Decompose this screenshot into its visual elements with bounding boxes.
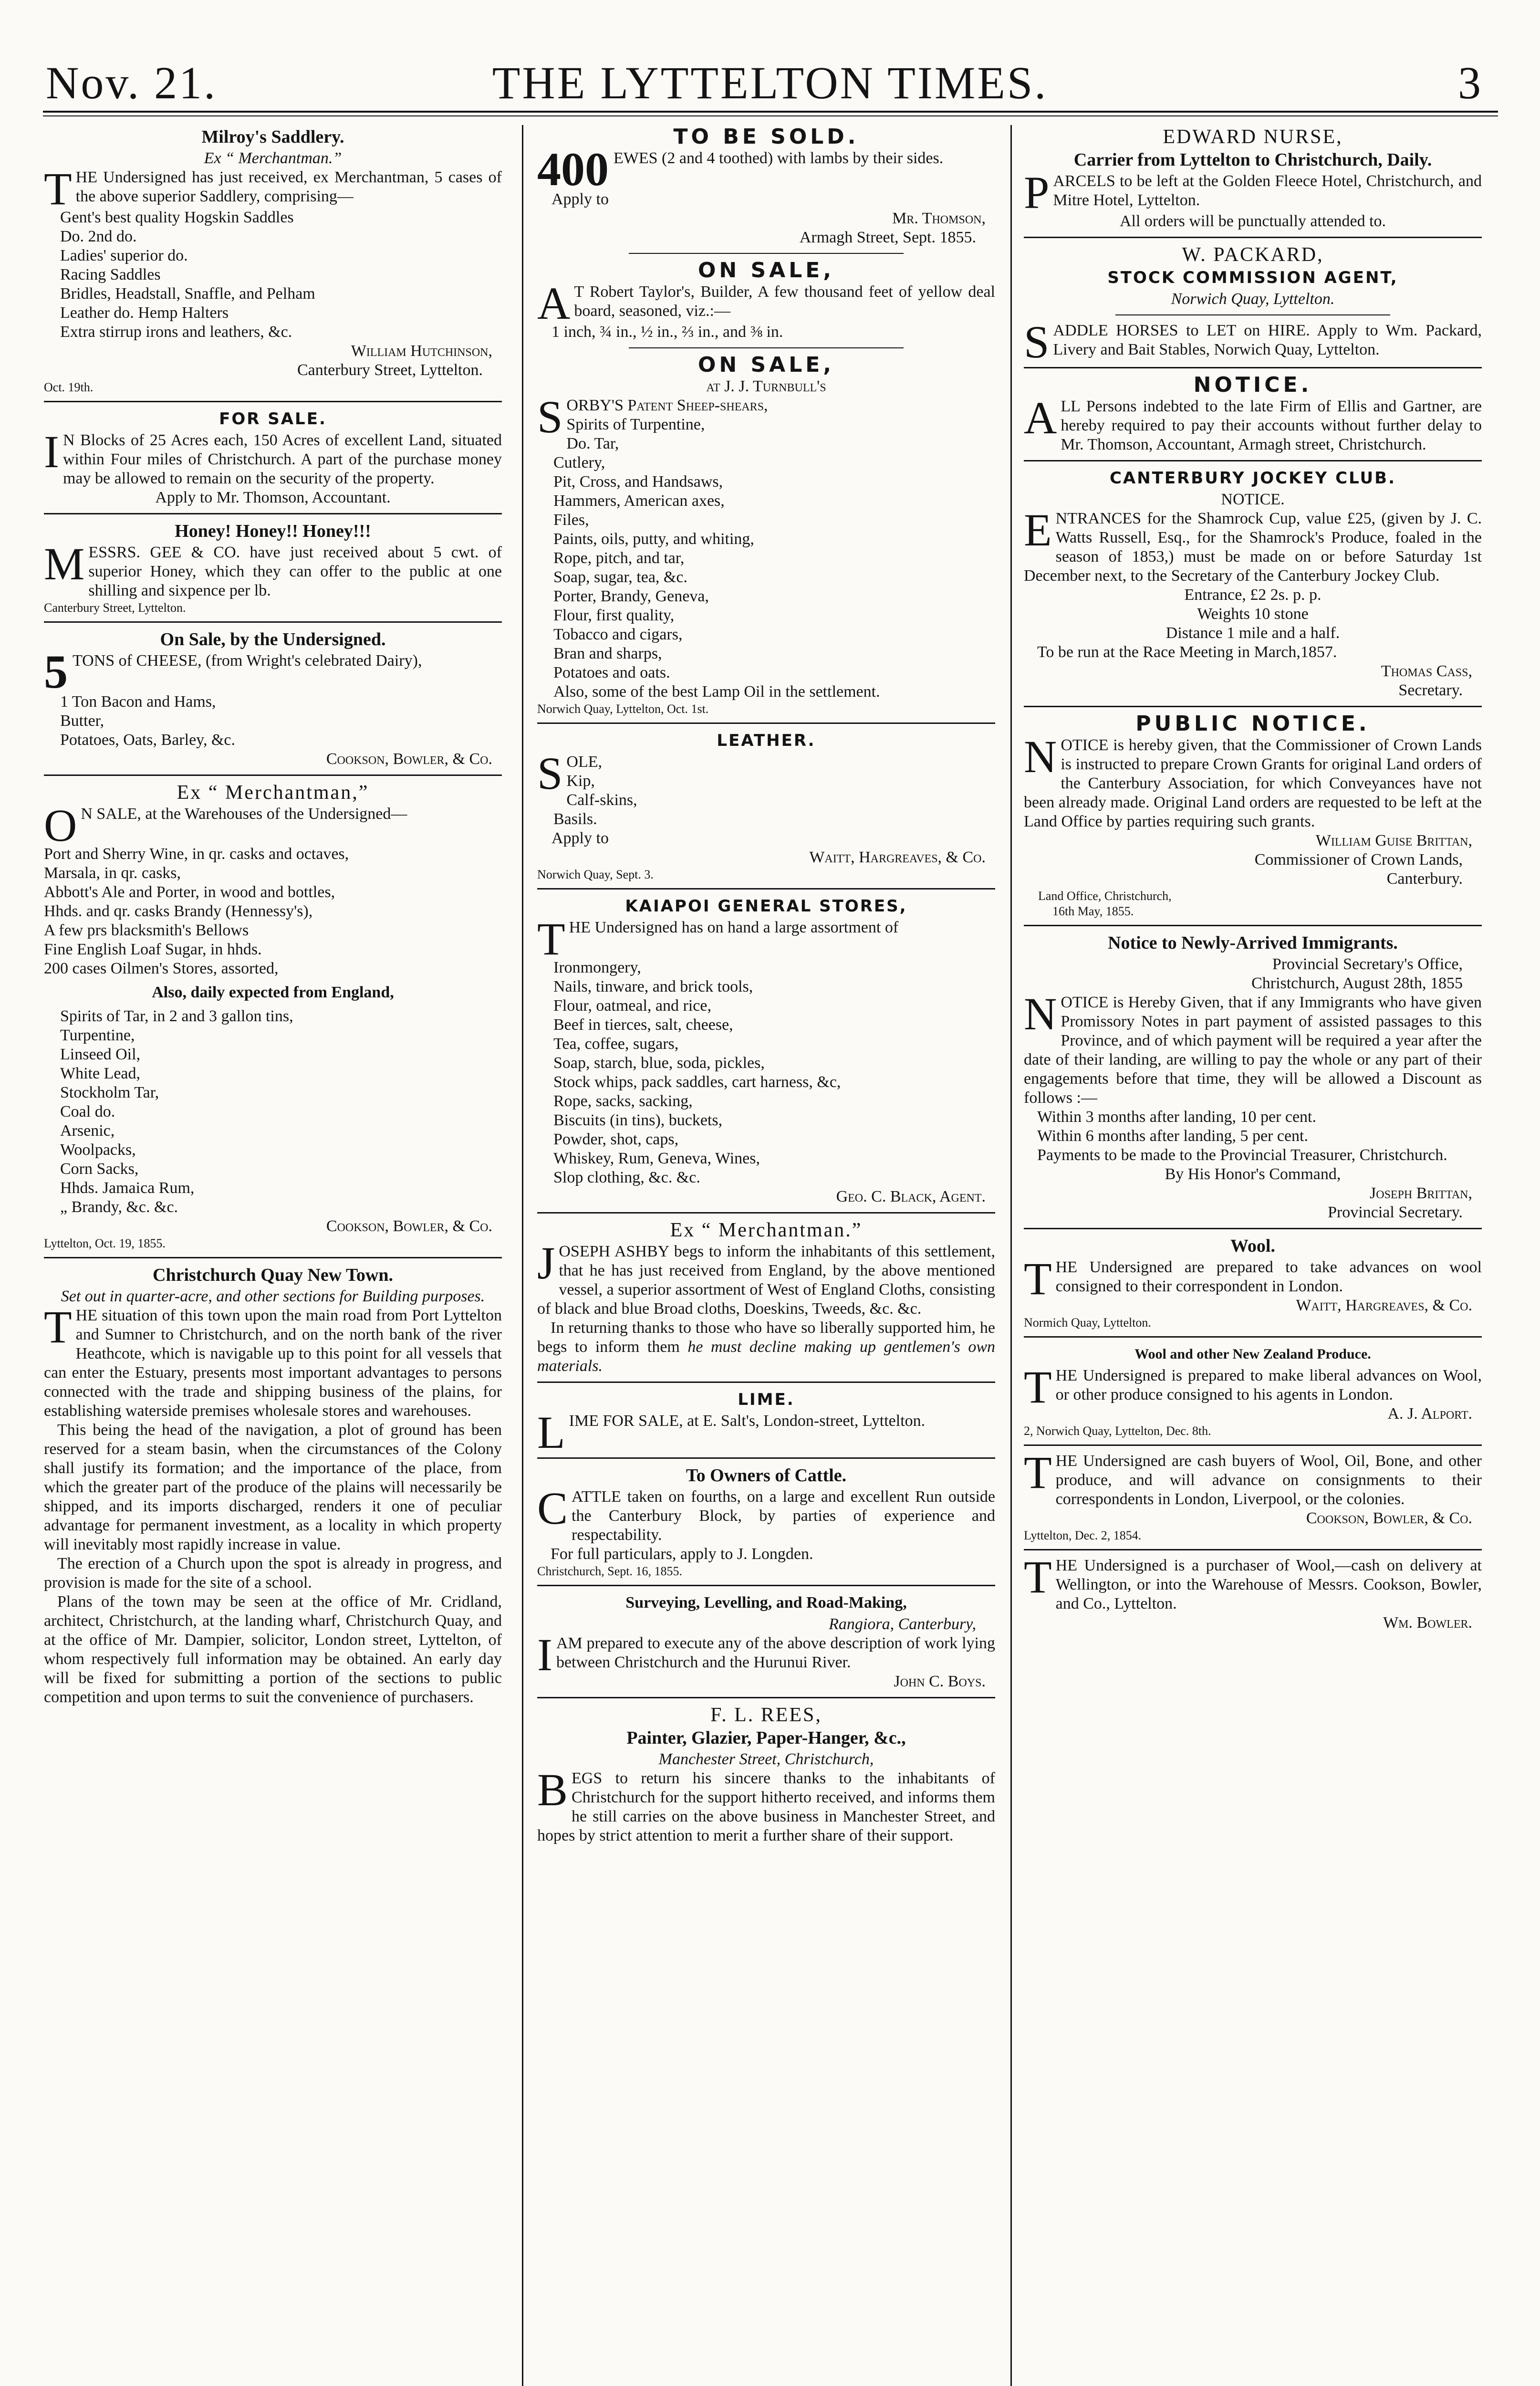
ad-title: Wool. bbox=[1230, 1236, 1275, 1256]
ad-body: EGS to return his sincere thanks to the inhabitants of Christchurch for the support hitherto received, and informs them he still carries on the above business in Manchester Street, and hopes by strict attention to merit a further share of their support. bbox=[537, 1769, 995, 1844]
ad-wool-nz-produce bbox=[1024, 1343, 1482, 1439]
drop-cap: S bbox=[1024, 316, 1050, 367]
drop-cap: I bbox=[537, 1629, 552, 1680]
drop-cap: C bbox=[537, 1483, 568, 1534]
list-item: Soap, starch, blue, soda, pickles, bbox=[553, 1054, 765, 1072]
signature: Waitt, Hargreaves, & Co. bbox=[1296, 1297, 1472, 1314]
list-item: Bran and sharps, bbox=[553, 645, 662, 662]
ad-paragraph: The erection of a Church upon the spot is already in progress, and provision is made for the site of a school. bbox=[44, 1555, 502, 1591]
ad-public-notice bbox=[1024, 713, 1482, 919]
drop-cap: P bbox=[1024, 167, 1050, 218]
ad-paragraph: Plans of the town may be seen at the office of Mr. Cridland, architect, Christchurch, at the landing wharf, Christchurch Quay, and at the office of Mr. Dampier, solicitor, London street, Lyttelton, of whom respectively full information may be obtained. An early day will be fixed for submitting a portion of the sections to public competition and upon terms to suit the convenience of purchasers. bbox=[44, 1593, 502, 1706]
drop-cap: T bbox=[1024, 1447, 1052, 1498]
ad-separator bbox=[537, 1381, 995, 1383]
ad-line: To be run at the Race Meeting in March,1857. bbox=[1037, 643, 1337, 661]
ad-separator bbox=[44, 513, 502, 514]
ad-body: ADDLE HORSES to LET on HIRE. Apply to Wm. Packard, Livery and Bait Stables, Norwich Quay, Lyttelton. bbox=[1053, 322, 1482, 358]
ad-separator bbox=[537, 1212, 995, 1214]
ad-kaiapoi-stores bbox=[537, 895, 995, 1206]
list-item: White Lead, bbox=[60, 1065, 141, 1082]
list-item: Pit, Cross, and Handsaws, bbox=[553, 473, 723, 491]
ad-title: Wool and other New Zealand Produce. bbox=[1134, 1346, 1371, 1362]
ad-title: W. PACKARD, bbox=[1182, 244, 1324, 266]
signature: Thomas Cass, bbox=[1381, 662, 1472, 680]
header-rule-thin bbox=[43, 115, 1498, 116]
ad-body: HE Undersigned are cash buyers of Wool, Oil, Bone, and other produce, and will advance on consignments to their correspondents in London, Liverpool, or the colonies. bbox=[1055, 1452, 1482, 1508]
ad-title: ON SALE, bbox=[697, 353, 835, 377]
ad-subtitle: at J. J. Turnbull's bbox=[706, 377, 826, 395]
ad-title: ON SALE, bbox=[697, 258, 835, 283]
list-item: Hhds. and qr. casks Brandy (Hennessy's), bbox=[44, 902, 313, 920]
signature: Wm. Bowler. bbox=[1383, 1614, 1472, 1632]
list-item: 200 cases Oilmen's Stores, assorted, bbox=[44, 960, 279, 977]
ad-title: Notice to Newly-Arrived Immigrants. bbox=[1108, 933, 1398, 953]
ad-title: EDWARD NURSE, bbox=[1163, 126, 1343, 148]
ad-address: Norwich Quay, Lyttelton. bbox=[1171, 290, 1335, 308]
ad-body: TONS of CHEESE, (from Wright's celebrated Dairy), bbox=[73, 652, 422, 670]
ad-separator bbox=[1024, 1336, 1482, 1338]
drop-number: 400 bbox=[537, 143, 609, 196]
drop-cap: L bbox=[537, 1407, 565, 1458]
ad-body: HE Undersigned is a purchaser of Wool,—cash on delivery at Wellington, or into the Warehouse of Messrs. Cookson, Bowler, and Co., Lyttelton. bbox=[1055, 1557, 1482, 1612]
ad-title: Ex “ Merchantman.” bbox=[670, 1219, 863, 1241]
ad-date: Lyttelton, Oct. 19, 1855. bbox=[44, 1236, 166, 1250]
list-item: Paints, oils, putty, and whiting, bbox=[553, 530, 754, 548]
ad-joseph-ashby bbox=[537, 1219, 995, 1376]
list-item: Do. 2nd do. bbox=[60, 228, 137, 245]
ad-title: On Sale, by the Undersigned. bbox=[160, 629, 386, 649]
list-item: Arsenic, bbox=[60, 1122, 115, 1140]
ad-title: PUBLIC NOTICE. bbox=[1135, 712, 1370, 736]
ad-body: ESSRS. GEE & CO. have just received about 5 cwt. of superior Honey, which they can offer to the public at one shilling and sixpence per lb. bbox=[88, 544, 502, 599]
ad-sizes: 1 inch, ¾ in., ½ in., ⅔ in., and ⅜ in. bbox=[551, 323, 783, 341]
ad-christchurch-quay bbox=[44, 1264, 502, 1707]
ad-subtitle: STOCK COMMISSION AGENT, bbox=[1107, 268, 1398, 287]
signature-title: Provincial Secretary. bbox=[1328, 1203, 1463, 1221]
ad-separator bbox=[1115, 314, 1390, 315]
list-item: Stockholm Tar, bbox=[60, 1084, 159, 1101]
list-item: Racing Saddles bbox=[60, 266, 161, 283]
ad-wool bbox=[1024, 1235, 1482, 1330]
list-item: Rope, pitch, and tar, bbox=[553, 549, 685, 567]
ad-apply: For full particulars, apply to J. Longden. bbox=[551, 1545, 813, 1563]
list-item: Spirits of Tar, in 2 and 3 gallon tins, bbox=[60, 1007, 293, 1025]
ad-separator bbox=[629, 253, 904, 254]
signature: Waitt, Hargreaves, & Co. bbox=[809, 848, 986, 866]
ad-body: T Robert Taylor's, Builder, A few thousand feet of yellow deal board, seasoned, viz.:— bbox=[574, 283, 995, 320]
drop-cap: O bbox=[44, 800, 77, 851]
ad-title: NOTICE. bbox=[1193, 373, 1312, 397]
list-item: A few prs blacksmith's Bellows bbox=[44, 921, 249, 939]
ad-lime bbox=[537, 1389, 995, 1458]
ad-place: Christchurch, August 28th, 1855 bbox=[1251, 974, 1463, 992]
ad-subtitle: Ex “ Merchantman.” bbox=[204, 149, 342, 167]
list-item: Cutlery, bbox=[553, 454, 605, 471]
header-rule bbox=[43, 111, 1498, 113]
drop-cap: J bbox=[537, 1237, 555, 1288]
ad-subtitle: Set out in quarter-acre, and other sections for Building purposes. bbox=[61, 1287, 485, 1305]
list-item: Also, some of the best Lamp Oil in the settlement. bbox=[553, 683, 880, 701]
ad-date: 2, Norwich Quay, Lyttelton, Dec. 8th. bbox=[1024, 1424, 1211, 1438]
drop-cap: T bbox=[1024, 1253, 1052, 1304]
ad-separator bbox=[44, 1257, 502, 1258]
ad-body: HE Undersigned are prepared to take advances on wool consigned to their correspondent in London. bbox=[1055, 1258, 1482, 1295]
ad-subtitle: NOTICE. bbox=[1221, 491, 1285, 508]
list-item: Flour, oatmeal, and rice, bbox=[553, 997, 711, 1015]
list-item: Abbott's Ale and Porter, in wood and bottles, bbox=[44, 883, 335, 901]
ad-title: KAIAPOI GENERAL STORES, bbox=[625, 897, 907, 916]
ad-separator bbox=[1024, 237, 1482, 238]
drop-number: 5 bbox=[44, 645, 68, 698]
ad-note: All orders will be punctually attended to. bbox=[1119, 212, 1386, 230]
list-item: Linseed Oil, bbox=[60, 1046, 141, 1063]
drop-cap: E bbox=[1024, 504, 1052, 555]
ad-body: OLE, bbox=[566, 753, 602, 771]
address: Armagh Street, Sept. 1855. bbox=[799, 229, 976, 246]
issue-date: Nov. 21. bbox=[46, 57, 218, 108]
ad-separator bbox=[1024, 706, 1482, 707]
list-item: Stock whips, pack saddles, cart harness, &c, bbox=[553, 1073, 841, 1091]
ad-owners-of-cattle bbox=[537, 1465, 995, 1579]
ad-saddle-horses bbox=[1024, 316, 1482, 367]
ad-body: N Blocks of 25 Acres each, 150 Acres of excellent Land, situated within Four miles of Christchurch. A part of the purchase money may be allowed to remain on the security of the property. bbox=[62, 431, 502, 487]
ad-body: N SALE, at the Warehouses of the Undersigned— bbox=[81, 805, 407, 823]
list-item: Soap, sugar, tea, &c. bbox=[553, 568, 687, 586]
ad-date: Norwich Quay, Lyttelton, Oct. 1st. bbox=[537, 702, 709, 716]
list-item: Do. Tar, bbox=[566, 435, 619, 452]
ad-body: OTICE is Hereby Given, that if any Immigrants who have given Promissory Notes in part payment of assisted passages to this Province, and of which payment will be required a year after the date of their landing, are willing to pay the whole or any part of their engagements before that time, they will be allowed a Discount as follows :— bbox=[1024, 994, 1482, 1107]
ad-line: Payments to be made to the Provincial Treasurer, Christchurch. bbox=[1037, 1146, 1447, 1164]
list-item: Hammers, American axes, bbox=[553, 492, 725, 510]
ad-w-packard bbox=[1024, 244, 1482, 309]
ad-office: Provincial Secretary's Office, bbox=[1272, 955, 1463, 973]
list-item: Ironmongery, bbox=[553, 959, 641, 976]
ad-to-be-sold bbox=[537, 126, 995, 247]
list-item: Woolpacks, bbox=[60, 1141, 136, 1159]
ad-body: HE Undersigned has on hand a large assortment of bbox=[569, 919, 899, 936]
ad-body: HE Undersigned is prepared to make liberal advances on Wool, or other produce consigned to his agents in London. bbox=[1055, 1367, 1482, 1403]
ad-body: HE Undersigned has just received, ex Merchantman, 5 cases of the above superior Saddlery, comprising— bbox=[75, 168, 502, 205]
signature: Cookson, Bowler, & Co. bbox=[326, 1217, 492, 1235]
ad-separator bbox=[44, 401, 502, 402]
ad-body: NTRANCES for the Shamrock Cup, value £25, (given by J. C. Watts Russell, Esq., for the Shamrock's Produce, foaled in the season of 1853,) must be made on or before Saturday 1st December next, to the Secretary of the Canterbury Jockey Club. bbox=[1024, 510, 1482, 585]
ad-jockey-club bbox=[1024, 467, 1482, 700]
ad-title: FOR SALE. bbox=[219, 409, 327, 429]
list-item: Kip, bbox=[566, 772, 595, 790]
list-item: Flour, first quality, bbox=[553, 607, 675, 624]
ad-body: EWES (2 and 4 toothed) with lambs by their sides. bbox=[614, 149, 944, 167]
list-item: Beef in tierces, salt, cheese, bbox=[553, 1016, 733, 1034]
address: Canterbury Street, Lyttelton. bbox=[297, 361, 483, 379]
ad-title: F. L. REES, bbox=[710, 1704, 822, 1726]
drop-cap: T bbox=[44, 1301, 72, 1352]
signature-place: Canterbury. bbox=[1386, 870, 1463, 888]
ad-line: By His Honor's Command, bbox=[1165, 1165, 1341, 1183]
list-item: Calf-skins, bbox=[566, 791, 637, 809]
ad-date: Lyttelton, Dec. 2, 1854. bbox=[1024, 1528, 1142, 1542]
list-item: Porter, Brandy, Geneva, bbox=[553, 587, 709, 605]
ad-cash-buyers bbox=[1024, 1447, 1482, 1543]
signature: A. J. Alport. bbox=[1387, 1405, 1472, 1423]
ad-separator bbox=[1024, 460, 1482, 461]
ad-apply: Apply to bbox=[551, 829, 609, 847]
ad-line: Entrance, £2 2s. p. p. bbox=[1184, 586, 1321, 604]
ad-cheese bbox=[44, 628, 502, 769]
ad-title: Milroy's Saddlery. bbox=[201, 127, 344, 147]
list-item: Rope, sacks, sacking, bbox=[553, 1092, 693, 1110]
ad-paragraph: This being the head of the navigation, a plot of ground has been reserved for a steam basin, when the circumstances of the Colony shall justify its formation; and the importance of the place, from which the greater part of the produce of the plains will necessarily be shipped, and its imports discharged, renders it one of peculiar advantage for permanent investment, as a locality in which property will inevitably most rapidly increase in value. bbox=[44, 1421, 502, 1553]
list-item: Basils. bbox=[553, 810, 597, 828]
column-1 bbox=[44, 125, 502, 2386]
signature-title: Commissioner of Crown Lands, bbox=[1254, 851, 1463, 869]
signature: Cookson, Bowler, & Co. bbox=[326, 750, 492, 768]
ad-line: Within 6 months after landing, 5 per cent. bbox=[1037, 1127, 1308, 1145]
signature: Joseph Brittan, bbox=[1370, 1184, 1472, 1202]
list-item: Gent's best quality Hogskin Saddles bbox=[60, 209, 294, 226]
newspaper-title: THE LYTTELTON TIMES. bbox=[492, 57, 1048, 108]
ad-separator bbox=[537, 1697, 995, 1698]
list-item: Whiskey, Rum, Geneva, Wines, bbox=[553, 1150, 760, 1167]
ad-title: LEATHER. bbox=[717, 731, 816, 750]
drop-cap: I bbox=[44, 426, 59, 477]
drop-cap: T bbox=[1024, 1361, 1052, 1413]
list-item: Hhds. Jamaica Rum, bbox=[60, 1179, 195, 1197]
drop-cap: S bbox=[537, 748, 563, 799]
ad-address: Manchester Street, Christchurch, bbox=[658, 1750, 874, 1768]
ad-line: Weights 10 stone bbox=[1197, 605, 1309, 623]
column-divider bbox=[522, 125, 523, 2386]
drop-cap: B bbox=[537, 1764, 568, 1815]
ad-line: Distance 1 mile and a half. bbox=[1165, 624, 1340, 642]
list-item: Ladies' superior do. bbox=[60, 247, 188, 264]
column-3 bbox=[1024, 125, 1482, 2386]
list-item: Leather do. Hemp Halters bbox=[60, 304, 229, 322]
ad-separator bbox=[1024, 1228, 1482, 1229]
list-item: Port and Sherry Wine, in qr. casks and octaves, bbox=[44, 845, 349, 863]
drop-cap: T bbox=[1024, 1551, 1052, 1602]
list-item: Spirits of Turpentine, bbox=[566, 416, 705, 433]
drop-cap: M bbox=[44, 538, 85, 589]
ad-body: LL Persons indebted to the late Firm of Ellis and Gartner, are hereby required to pay their accounts without further delay to Mr. Thomson, Accountant, Armagh street, Christchurch. bbox=[1061, 398, 1482, 453]
ad-date: 16th May, 1855. bbox=[1052, 904, 1134, 918]
ad-date: Norwich Quay, Sept. 3. bbox=[537, 868, 654, 881]
signature: Cookson, Bowler, & Co. bbox=[1306, 1509, 1472, 1527]
signature: John C. Boys. bbox=[894, 1673, 986, 1690]
ad-separator bbox=[537, 722, 995, 724]
ad-separator bbox=[537, 1457, 995, 1459]
ad-leather bbox=[537, 730, 995, 882]
drop-cap: N bbox=[1024, 731, 1057, 782]
list-item: Coal do. bbox=[60, 1103, 115, 1120]
ad-title: Ex “ Merchantman,” bbox=[177, 782, 369, 804]
ad-title: TO BE SOLD. bbox=[673, 125, 859, 149]
ad-paragraph-italic: he must decline making up gentlemen's own materials. bbox=[537, 1338, 995, 1375]
ad-body: AM prepared to execute any of the above description of work lying between Christchurch and the Hurunui River. bbox=[556, 1634, 995, 1671]
ad-edward-nurse bbox=[1024, 126, 1482, 231]
ad-ex-merchantman bbox=[44, 782, 502, 1251]
ad-body: OTICE is hereby given, that the Commissioner of Crown Lands is instructed to prepare Crown Grants for original Land orders of the Canterbury Association, for which Conveyances have not been already made. Original Land orders are requested to be left at the Land Office by parties requiring such grants. bbox=[1024, 736, 1482, 830]
drop-cap: S bbox=[537, 391, 563, 442]
list-item: Powder, shot, caps, bbox=[553, 1130, 679, 1148]
list-item: 1 Ton Bacon and Hams, bbox=[60, 693, 216, 711]
ad-title: Surveying, Levelling, and Road-Making, bbox=[625, 1594, 907, 1612]
list-item: „ Brandy, &c. &c. bbox=[60, 1198, 178, 1216]
ad-address: Normich Quay, Lyttelton. bbox=[1024, 1316, 1151, 1329]
ad-apply: Apply to bbox=[551, 190, 609, 208]
list-item: Butter, bbox=[60, 712, 104, 730]
drop-cap: A bbox=[1024, 392, 1057, 443]
list-item: Bridles, Headstall, Snaffle, and Pelham bbox=[60, 285, 315, 303]
column-divider bbox=[1010, 125, 1012, 2386]
ad-separator bbox=[629, 347, 904, 348]
ad-subtitle: Painter, Glazier, Paper-Hanger, &c., bbox=[626, 1728, 906, 1748]
list-item: Potatoes and oats. bbox=[553, 664, 670, 681]
ad-subtitle: Carrier from Lyttelton to Christchurch, Daily. bbox=[1073, 150, 1432, 170]
ad-body: OSEPH ASHBY begs to inform the inhabitants of this settlement, that he has just received from England, by the above mentioned vessel, a superior assortment of West of England Cloths, consisting of black and blue Broad cloths, Doeskins, Tweeds, &c. &c. bbox=[537, 1243, 995, 1318]
ad-separator bbox=[1024, 367, 1482, 368]
ad-body: IME FOR SALE, at E. Salt's, London-street, Lyttelton. bbox=[569, 1412, 926, 1430]
drop-cap: A bbox=[537, 278, 571, 329]
ad-title: To Owners of Cattle. bbox=[686, 1465, 847, 1486]
ad-separator bbox=[537, 888, 995, 890]
ad-date: Oct. 19th. bbox=[44, 380, 94, 394]
column-2 bbox=[537, 125, 995, 2386]
ad-title: Honey! Honey!! Honey!!! bbox=[175, 521, 371, 541]
ad-immigrants bbox=[1024, 932, 1482, 1222]
ad-apply: Apply to Mr. Thomson, Accountant. bbox=[155, 489, 391, 506]
signature: Geo. C. Black, Agent. bbox=[836, 1188, 986, 1205]
ad-subheading: Also, daily expected from England, bbox=[152, 984, 394, 1001]
ad-place: Rangiora, Canterbury, bbox=[829, 1615, 976, 1633]
list-item: Files, bbox=[553, 511, 589, 529]
ad-separator bbox=[44, 774, 502, 776]
ad-date: Christchurch, Sept. 16, 1855. bbox=[537, 1564, 683, 1578]
page-number: 3 bbox=[1458, 57, 1483, 108]
list-item: Extra stirrup irons and leathers, &c. bbox=[60, 323, 292, 341]
ad-separator bbox=[1024, 1444, 1482, 1446]
list-item: Nails, tinware, and brick tools, bbox=[553, 978, 753, 995]
ad-body: ORBY'S Patent Sheep-shears, bbox=[566, 397, 768, 414]
ad-milroys-saddlery bbox=[44, 126, 502, 395]
list-item: Marsala, in qr. casks, bbox=[44, 864, 181, 882]
ad-paragraph: In returning thanks to those who have so liberally supported him, he begs to inform them bbox=[537, 1319, 995, 1356]
drop-cap: N bbox=[1024, 988, 1057, 1039]
ad-wool-purchaser bbox=[1024, 1551, 1482, 1633]
ad-on-sale-turnbull bbox=[537, 354, 995, 717]
ad-separator bbox=[537, 1585, 995, 1586]
ad-date: Land Office, Christchurch, bbox=[1038, 889, 1172, 903]
ad-address: Canterbury Street, Lyttelton. bbox=[44, 601, 186, 615]
ad-separator bbox=[1024, 925, 1482, 926]
ad-for-sale-land bbox=[44, 408, 502, 507]
ad-title: Christchurch Quay New Town. bbox=[153, 1265, 393, 1285]
signature-title: Secretary. bbox=[1398, 681, 1463, 699]
ad-line: Within 3 months after landing, 10 per cent. bbox=[1037, 1108, 1316, 1126]
ad-separator bbox=[1024, 1549, 1482, 1550]
signature: William Guise Brittan, bbox=[1315, 832, 1472, 849]
ad-separator bbox=[44, 621, 502, 623]
ad-body: HE situation of this town upon the main road from Port Lyttelton and Sumner to Christchurch, and on the north bank of the river Heathcote, which is navigable up to this point for all vessels that can enter the Estuary, presents most important advantages to persons connected with the trade and shipping business of the plains, for establishing waterside premises wholesale stores and warehouses. bbox=[44, 1307, 502, 1420]
signature: William Hutchinson, bbox=[351, 342, 492, 360]
ad-body: ATTLE taken on fourths, on a large and excellent Run outside the Canterbury Block, by parties of experience and respectability. bbox=[572, 1488, 995, 1544]
ad-f-l-rees bbox=[537, 1704, 995, 1845]
list-item: Turpentine, bbox=[60, 1026, 135, 1044]
list-item: Biscuits (in tins), buckets, bbox=[553, 1111, 723, 1129]
ad-body: ARCELS to be left at the Golden Fleece Hotel, Christchurch, and Mitre Hotel, Lyttelton. bbox=[1053, 172, 1482, 209]
signature: Mr. Thomson, bbox=[892, 209, 986, 227]
ad-surveying bbox=[537, 1592, 995, 1691]
list-item: Potatoes, Oats, Barley, &c. bbox=[60, 731, 235, 749]
ad-notice-ellis-gartner bbox=[1024, 374, 1482, 454]
list-item: Fine English Loaf Sugar, in hhds. bbox=[44, 941, 262, 958]
ad-title: CANTERBURY JOCKEY CLUB. bbox=[1109, 469, 1396, 488]
ad-honey bbox=[44, 520, 502, 616]
list-item: Slop clothing, &c. &c. bbox=[553, 1169, 700, 1186]
ad-on-sale-deal-board bbox=[537, 260, 995, 342]
list-item: Tobacco and cigars, bbox=[553, 626, 683, 643]
ad-title: LIME. bbox=[738, 1390, 795, 1409]
list-item: Tea, coffee, sugars, bbox=[553, 1035, 679, 1053]
list-item: Corn Sacks, bbox=[60, 1160, 139, 1178]
drop-cap: T bbox=[44, 163, 72, 214]
drop-cap: T bbox=[537, 913, 565, 964]
